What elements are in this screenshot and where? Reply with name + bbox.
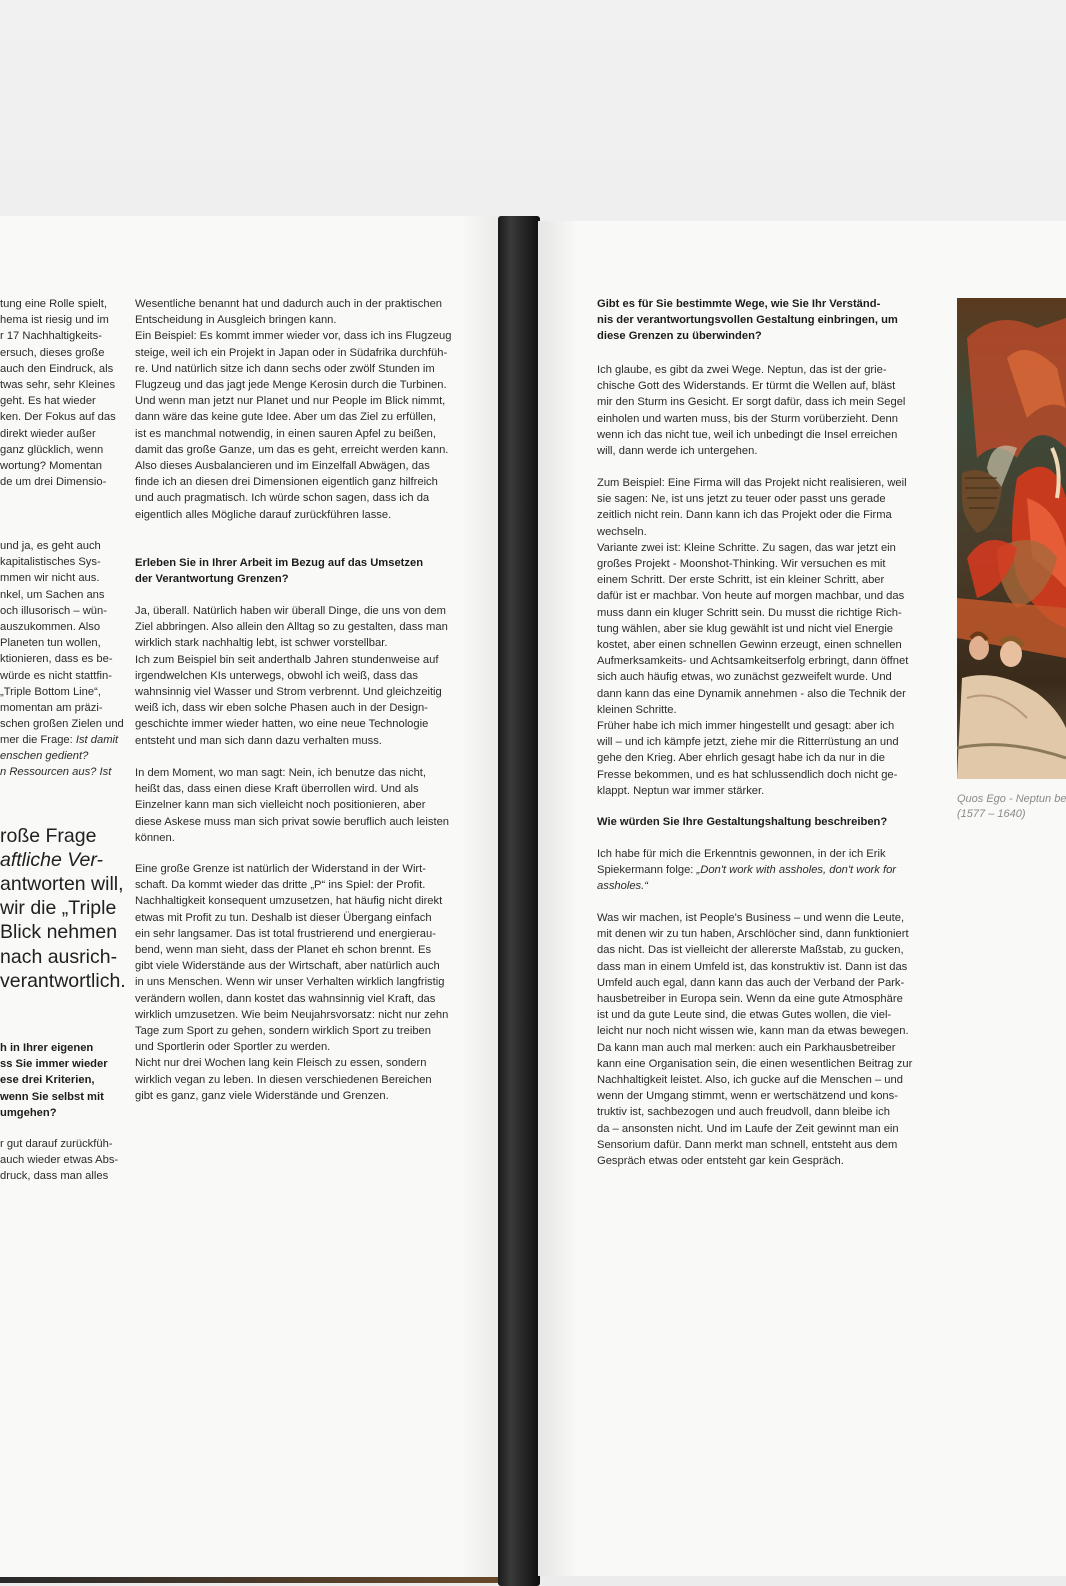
text-line: Sensorium dafür. Dann merkt man schnell, entsteht aus dem [597, 1138, 898, 1151]
text-line: kostet, aber einen schnellen Gewinn erzeugt, einen schnellen [597, 639, 902, 652]
left-col1-italic-line-3: n Ressourcen aus? Ist [0, 766, 112, 778]
text-line: will – und ich kämpfe jetzt, ziehe mir die Ritterrüstung an und [597, 736, 899, 749]
text-line: chische Gott des Widerstands. Er türmt die Wellen auf, bläst [597, 380, 896, 393]
text-line: bend, wenn man sieht, dass der Planet eh schon brennt. Es [135, 944, 432, 957]
text-line: ist und da gute Leute sind, die etwas Gutes wollen, die viel- [597, 1009, 892, 1022]
mixed-line-italic: Ist damit [75, 734, 119, 746]
text-line: Ja, überall. Natürlich haben wir überall Dinge, die uns von dem [135, 605, 446, 617]
text-line: ein sehr langsamer. Das ist total frustrierend und energierau- [135, 927, 436, 940]
text-line: Also dieses Ausbalancieren und im Einzelfall Abwägen, das [135, 460, 430, 473]
text-line: Zum Beispiel: Eine Firma will das Projekt nicht realisieren, weil [597, 477, 907, 489]
left-col1-italic-line-2: enschen gedient? [0, 750, 89, 762]
left-col2-paragraph-4 [135, 861, 448, 1104]
text-line: ist es manchmal notwendig, in einen sauren Apfel zu beißen, [135, 427, 436, 440]
text-line: und auch pragmatisch. Ich würde schon sagen, dass ich da [135, 492, 430, 505]
text-line: Tage zum Sport zu gehen, sondern wirklich Sport zu treiben [135, 1025, 432, 1038]
text-line: schaft. Da kommt wieder das dritte „P“ ins Spiel: der Profit. [135, 879, 426, 892]
text-line: sich auch häufig etwas, wo zunächst gezweifelt wurde. Und [597, 671, 892, 684]
text-line: würde es nicht stattfin- [0, 669, 112, 682]
text-line: Planeten tun wollen, [0, 637, 101, 650]
text-line: wortung? Momentan [0, 460, 102, 473]
heading-line: h in Ihrer eigenen [0, 1042, 94, 1054]
heading-line: ese drei Kriterien, [0, 1074, 95, 1087]
text-line: Ich glaube, es gibt da zwei Wege. Neptun, das ist der grie- [597, 364, 887, 376]
text-line: weiß ich, dass wir eben solche Phasen auch in der Design- [135, 702, 428, 715]
text-line: Was wir machen, ist People's Business – und wenn die Leute, [597, 912, 905, 924]
text-line: verändern wollen, dann kostet das wahnsinnig viel Kraft, das [135, 992, 436, 1005]
text-line: Einzelner kann man sich vielleicht noch positionieren, aber [135, 799, 426, 812]
pullquote-line: antworten will, [0, 873, 124, 895]
heading-line: Gibt es für Sie bestimmte Wege, wie Sie Ihr Verständ- [597, 298, 881, 310]
text-line: mir den Sturm ins Gesicht. Er sorgt dafür, dass ich mein Segel [597, 396, 906, 409]
text-line: und Sportlerin oder Sportler zu werden. [135, 1041, 331, 1054]
text-line: gehe den Krieg. Aber ehrlich gesagt habe ich da nur in die [597, 752, 885, 765]
text-line: schen großen Zielen und [0, 718, 124, 731]
pullquote-line-1: roße Frage [0, 825, 97, 847]
text-line: Variante zwei ist: Kleine Schritte. Zu sagen, das war jetzt ein [597, 541, 896, 554]
right-paragraph-2 [597, 475, 908, 799]
text-line: Früher habe ich mich immer hingestellt und gesagt: aber ich [597, 720, 895, 733]
text-line: direkt wieder außer [0, 427, 96, 440]
left-col1-mixed-line [0, 732, 118, 748]
heading-line: umgehen? [0, 1106, 57, 1119]
text-line: hausbetreiber in Europa sein. Wenn da eine gute Atmosphäre [597, 993, 903, 1006]
p3-italic-quote: „Don't work with assholes, don't work for [696, 864, 897, 876]
text-line: Gespräch etwas oder entsteht gar kein Gespräch. [597, 1155, 844, 1168]
text-line: re. Und natürlich sitze ich dann sechs oder zwölf Stunden im [135, 362, 435, 375]
text-line: klappt. Neptun war immer stärker. [597, 784, 765, 797]
right-heading-2: Wie würden Sie Ihre Gestaltungshaltung beschreiben? [597, 816, 888, 828]
text-line: ganz glücklich, wenn [0, 443, 104, 456]
text-line: kleinen Schritte. [597, 703, 677, 716]
text-line: auszukommen. Also [0, 621, 101, 634]
text-line: de um drei Dimensio- [0, 476, 107, 489]
text-line: Flugzeug und das jagt jede Menge Kerosin durch die Turbinen. [135, 379, 447, 392]
p3-plain: Spiekermann folge: [597, 864, 697, 876]
text-line: r 17 Nachhaltigkeits- [0, 330, 102, 343]
heading-line: diese Grenzen zu überwinden? [597, 330, 762, 343]
text-line: großes Projekt - Moonshot-Thinking. Wir versuchen es mit [597, 558, 886, 571]
text-line: Da kann man auch mal merken: auch ein Parkhausbetreiber [597, 1041, 896, 1054]
text-line: wenn der Umgang stimmt, wenn er wertschätzend und kons- [597, 1090, 898, 1103]
text-line: hema ist riesig und im [0, 314, 109, 327]
right-heading-1 [597, 296, 898, 345]
text-line: diese Askese muss man sich privat sowie beruflich auch leisten [135, 815, 450, 828]
pullquote-rest [0, 872, 126, 993]
text-line: kapitalistisches Sys- [0, 556, 101, 569]
text-line: Ich zum Beispiel bin seit anderthalb Jahren stundenweise auf [135, 653, 439, 666]
text-line: mmen wir nicht aus. [0, 572, 100, 585]
text-line: damit das große Ganze, um das es geht, erreicht werden kann. [135, 443, 449, 456]
text-line: Entscheidung in Ausgleich bringen kann. [135, 314, 337, 327]
text-line: Nachhaltigkeit konsequent umzusetzen, hat häufig nicht direkt [135, 895, 443, 908]
text-line: entsteht und man sich dann dazu verhalten muss. [135, 734, 382, 747]
text-line: druck, dass man alles [0, 1170, 109, 1183]
text-line: och illusorisch – wün- [0, 604, 107, 617]
text-line: Fresse bekommen, und es hat schlussendlich doch nicht ge- [597, 768, 898, 781]
pullquote-line: Blick nehmen [0, 921, 118, 944]
text-line: Ein Beispiel: Es kommt immer wieder vor, dass ich ins Flugzeug [135, 330, 452, 343]
left-col2-paragraph-3 [135, 765, 449, 846]
text-line: wechseln. [597, 525, 647, 538]
text-line: truktiv ist, sachbezogen und auch freudvoll, dann bleibe ich [597, 1106, 890, 1119]
text-line: tung wählen, aber sie klug gewählt ist und nicht viel Energie [597, 622, 894, 635]
text-line: muss dann ein kluger Schritt sein. Du musst die richtige Rich- [597, 606, 902, 619]
mixed-line-plain: mer die Frage: [0, 734, 76, 746]
text-line: wenn ich das nicht tue, weil ich unbedingt die Insel erreichen [597, 428, 898, 441]
text-line: leicht nur noch nicht wissen wie, kann man da etwas bewegen. [597, 1025, 909, 1038]
text-line: da – ansonsten nicht. Und im Laufe der Zeit gewinnt man ein [597, 1122, 899, 1135]
painting-caption-line-2: (1577 – 1640) [957, 808, 1026, 820]
right-paragraph-3-line-2 [597, 862, 896, 878]
right-paragraph-1 [597, 362, 905, 459]
left-col1-tail [0, 1136, 118, 1185]
text-line: dass man in einem Umfeld ist, das konstruktiv ist. Dann ist das [597, 960, 908, 973]
heading-line: der Verantwortung Grenzen? [135, 573, 289, 586]
text-line: kann eine Organisation sein, die einen wesentlichen Beitrag zur [597, 1057, 913, 1070]
pullquote-line-2: aftliche Ver- [0, 849, 103, 871]
text-line: geht. Es hat wieder [0, 395, 96, 408]
text-line: eigentlich alles Mögliche darauf zurückführen lasse. [135, 508, 392, 521]
right-paragraph-4 [597, 910, 912, 1169]
text-line: Ziel abbringen. Also allein den Alltag so zu gestalten, dass man [135, 621, 448, 634]
text-line: sie sagen: Ne, ist uns jetzt zu teuer oder passt uns gerade [597, 493, 886, 506]
text-line: auch den Eindruck, als [0, 362, 114, 375]
right-paragraph-3-line-1: Ich habe für mich die Erkenntnis gewonnen, in der ich Erik [597, 848, 886, 860]
text-line: steige, weil ich ein Projekt in Japan oder in Südafrika durchfüh- [135, 346, 448, 359]
left-col1-paragraph-a [0, 296, 116, 490]
gutter-shade-left [460, 216, 500, 1582]
text-line: will, dann werde ich untergehen. [597, 445, 758, 458]
text-line: momentan am präzi- [0, 702, 103, 715]
text-line: auch wieder etwas Abs- [0, 1154, 119, 1167]
text-line: dafür ist er machbar. Von heute auf morgen machbar, und das [597, 590, 905, 603]
text-line: einem Schritt. Der erste Schritt, ist ein kleiner Schritt, aber [597, 574, 885, 587]
heading-line: wenn Sie selbst mit [0, 1090, 104, 1103]
left-col2-paragraph-2 [135, 603, 448, 749]
text-line: das nicht. Das ist vielleicht der allererste Maßstab, zu gucken, [597, 944, 904, 957]
text-line: Und wenn man jetzt nur Planet und nur People im Blick nimmt, [135, 395, 446, 408]
right-paragraph-3-line-3: assholes.“ [597, 880, 648, 892]
pullquote-line: wir die „Triple [0, 897, 117, 920]
text-line: geschichte immer wieder hatten, wo eine neue Technologie [135, 718, 429, 731]
text-line: mit denen wir zu tun haben, Arschlöcher sind, dann funktioniert [597, 928, 909, 941]
text-line: Nicht nur drei Wochen lang kein Fleisch zu essen, sondern [135, 1057, 427, 1070]
text-line: irgendwelchen KIs unterwegs, obwohl ich weiß, dass das [135, 669, 418, 682]
text-line: „Triple Bottom Line“, [0, 685, 101, 698]
text-line: können. [135, 831, 175, 844]
text-line: Wesentliche benannt hat und dadurch auch in der praktischen [135, 298, 443, 310]
left-col2-paragraph-1 [135, 296, 451, 523]
heading-line: Erleben Sie in Ihrer Arbeit im Bezug auf das Umsetzen [135, 557, 424, 569]
text-line: zeitlich nicht rein. Dann kann ich das Projekt oder die Firma [597, 509, 892, 522]
text-line: r gut darauf zurückfüh- [0, 1138, 113, 1150]
text-line: In dem Moment, wo man sagt: Nein, ich benutze das nicht, [135, 767, 427, 779]
painting-caption-line-1: Quos Ego - Neptun be [957, 793, 1066, 805]
text-line: einholen und warten muss, bis der Sturm vorüberzieht. Denn [597, 412, 898, 425]
text-line: ken. Der Fokus auf das [0, 411, 116, 424]
text-line: heißt das, dass einen diese Kraft überrollen wird. Und als [135, 783, 419, 796]
text-line: Umfeld auch egal, dann kann das auch der Verband der Park- [597, 976, 905, 989]
text-line: ersuch, dieses große [0, 346, 105, 359]
left-col2-heading [135, 555, 423, 587]
text-line: in uns Menschen. Wenn wir unser Verhalten wirklich langfristig [135, 976, 445, 989]
left-page-edge [0, 1577, 498, 1583]
text-line: etwas mit Profit zu tun. Deshalb ist dieser Übergang einfach [135, 911, 432, 924]
text-line: finde ich an diesen drei Dimensionen eigentlich ganz hilfreich [135, 476, 438, 489]
text-line: wirklich vegan zu leben. In diesen verschiedenen Bereichen [135, 1073, 432, 1086]
text-line: Eine große Grenze ist natürlich der Widerstand in der Wirt- [135, 863, 426, 875]
text-line: wirklich stark nachhaltig lebt, ist schwer vorstellbar. [135, 637, 388, 650]
text-line: wirklich umzusetzen. Wie beim Neujahrsvorsatz: nicht nur zehn [135, 1008, 449, 1021]
pullquote-line: verantwortlich. [0, 969, 126, 992]
left-col1-paragraph-b [0, 538, 124, 732]
left-col1-heading [0, 1040, 108, 1121]
text-line: tung eine Rolle spielt, [0, 298, 107, 310]
pullquote-line: nach ausrich- [0, 945, 118, 968]
text-line: dann kann das eine Dynamik annehmen - also die Technik der [597, 687, 906, 700]
text-line: wahnsinnig viel Wasser und Strom verbrennt. Und gleichzeitig [135, 686, 442, 699]
text-line: gibt viele Widerstände aus der Wirtschaft, aber natürlich auch [135, 960, 440, 973]
text-line: nkel, um Sachen ans [0, 588, 105, 601]
text-line: ktionieren, dass es be- [0, 653, 113, 666]
text-line: dann wäre das keine gute Idee. Aber um das Ziel zu erfüllen, [135, 411, 437, 424]
text-line: und ja, es geht auch [0, 540, 101, 552]
book-spine [498, 216, 540, 1586]
text-line: gibt es ganz, ganz viele Widerstände und Grenzen. [135, 1089, 389, 1102]
text-line: Nachhaltigkeit leistet. Also, ich gucke auf die Menschen – und [597, 1074, 903, 1087]
neptune-painting-image [957, 298, 1066, 779]
heading-line: ss Sie immer wieder [0, 1058, 108, 1071]
text-line: twas sehr, sehr Kleines [0, 379, 116, 392]
gutter-shade-right [538, 221, 578, 1576]
heading-line: nis der verantwortungsvollen Gestaltung einbringen, um [597, 314, 898, 327]
text-line: Aufmerksamkeits- und Achtsamkeitserfolg erbringt, dann öffnet [597, 655, 909, 668]
